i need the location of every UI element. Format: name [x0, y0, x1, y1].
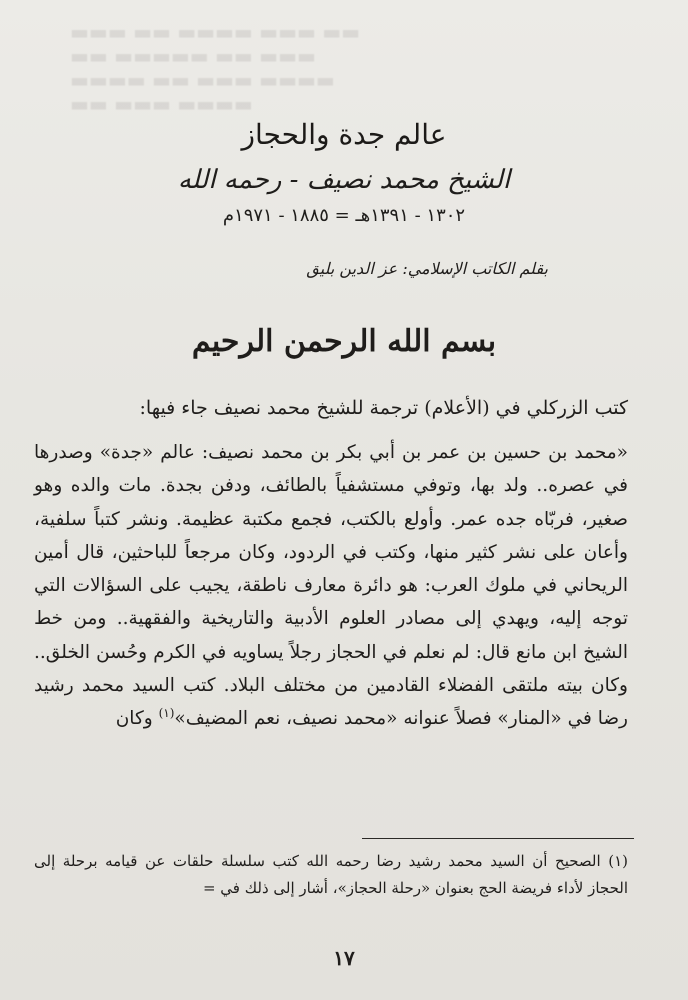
lifespan-dates: ١٣٠٢ - ١٣٩١هـ = ١٨٨٥ - ١٩٧١م	[222, 205, 466, 226]
article-title: عالم جدة والحجاز	[241, 118, 447, 151]
body-text: «محمد بن حسين بن عمر بن أبي بكر بن محمد نصيف: عالم «جدة» وصدرها في عصره.. ولد بها، وتوفي مستشفياً بالطائف، ودفن بجدة. مات والده وهو صغير، فربّاه جده عمر. وأولع بالكتب، فجمع مكتبة عظيمة. ونشر كتباً سلفية، وأعان على نشر كثير منها، وكتب في الردود، وكان مرجعاً للباحثين، قال أمين الريحاني في ملوك العرب: هو دائرة معارف ناطقة، يجيب على السؤالات التي توجه إليه، ويهدي إلى مصادر العلوم الأدبية والتاريخية والفقهية.. ومن خط الشيخ ابن مانع قال: لم نعلم في الحجاز رجلاً يساويه في الكرم وحُسن الخلق.. وكان بيته ملتقى الفضلاء القادمين من مختلف البلاد. كتب السيد محمد رشيد رضا في «المنار» فصلاً عنوانه «محمد نصيف، نعم المضيف»	[34, 442, 628, 730]
intro-paragraph: كتب الزركلي في (الأعلام) ترجمة للشيخ محمد نصيف جاء فيها:	[139, 397, 628, 419]
body-tail: وكان	[115, 708, 159, 730]
author-byline: بقلم الكاتب الإسلامي: عز الدين بليق	[306, 259, 548, 278]
footnote: (١) الصحيح أن السيد محمد رشيد رضا رحمه الله كتب سلسلة حلقات عن قيامه برحلة إلى الحجاز لأداء فريضة الحج بعنوان «رحلة الحجاز»، أشار إلى ذلك في =	[34, 852, 628, 897]
footnote-reference: (١)	[158, 706, 175, 721]
bleed-through-texture: ▬▬▬ ▬▬ ▬▬▬▬ ▬▬▬ ▬▬ ▬▬ ▬▬▬▬▬ ▬▬ ▬▬▬ ▬▬▬▬ ▬▬ ▬▬▬ ▬▬▬▬ ▬▬ ▬▬▬ ▬▬▬▬	[70, 20, 360, 116]
basmala: بسم الله الرحمن الرحيم	[191, 324, 497, 359]
article-subtitle: الشيخ محمد نصيف - رحمه الله	[177, 165, 511, 195]
page-number: ١٧	[333, 946, 355, 970]
footnote-divider	[362, 838, 634, 839]
body-paragraph	[34, 436, 628, 736]
